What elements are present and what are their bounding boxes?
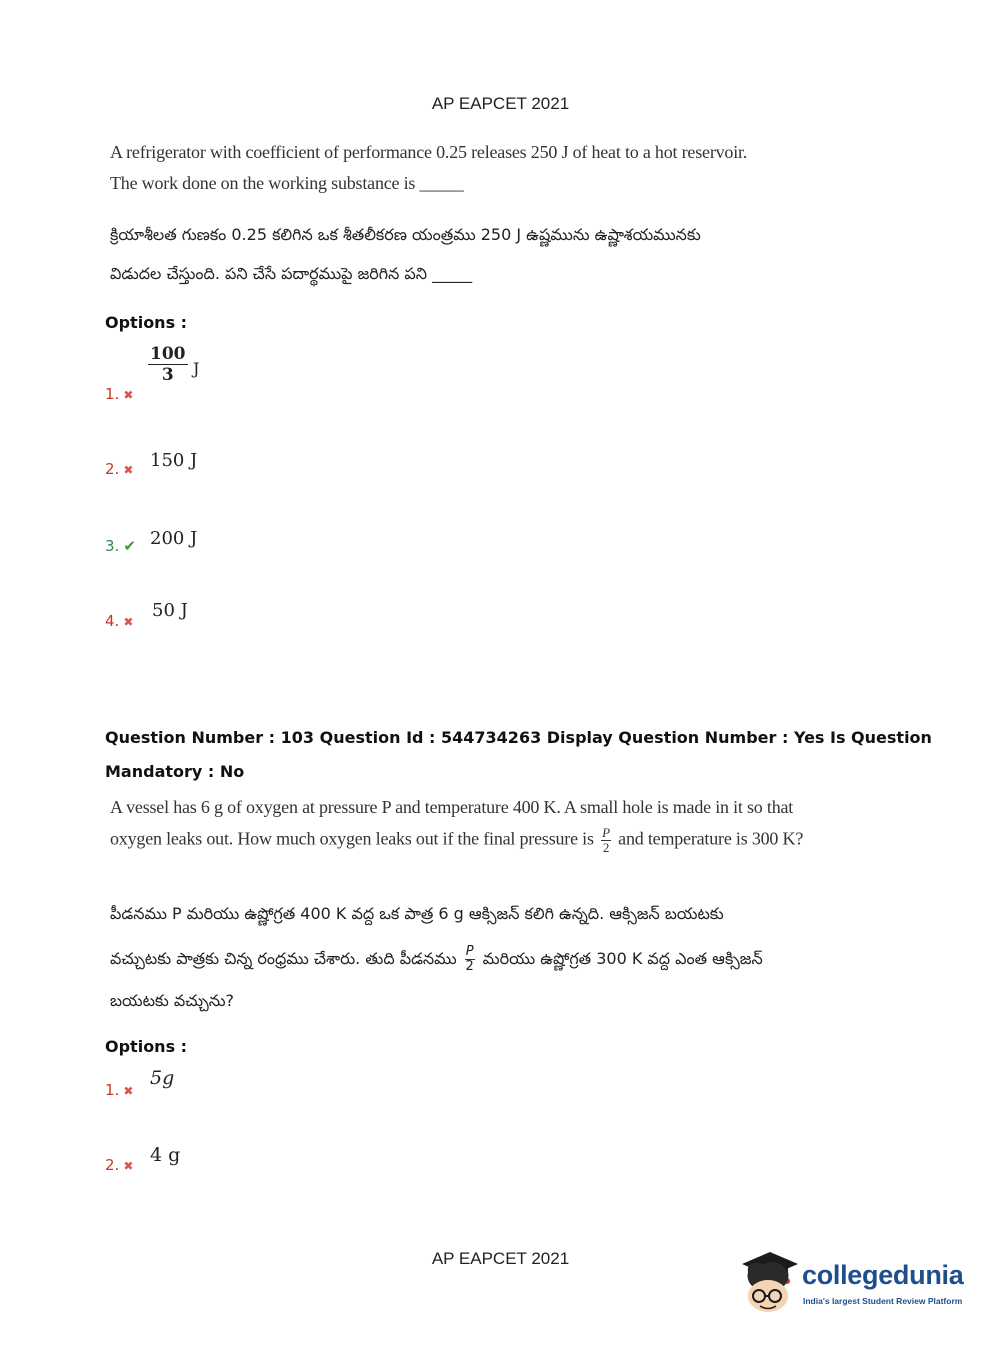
q2-tel-frac-num: P xyxy=(465,944,474,959)
q2-option-2-number xyxy=(105,1156,133,1174)
q1-english-line2: The work done on the working substance is _____ xyxy=(110,173,464,193)
q2-telugu-fraction xyxy=(465,945,475,974)
q2-options-label: Options : xyxy=(105,1037,188,1056)
q1-option-4-value: 50 J xyxy=(152,600,188,621)
brand-tagline: India's largest Student Review Platform xyxy=(803,1296,963,1306)
q2-option-1-index: 1. xyxy=(105,1081,120,1099)
cross-icon: ✖ xyxy=(123,615,134,629)
q1-option-3-number xyxy=(105,537,136,555)
q2-telugu-line2-end: మరియు ఉష్ణోగ్రత 300 K వద్ద ఎంత ఆక్సిజన్ xyxy=(482,949,763,968)
q2-meta-line2: Mandatory : No xyxy=(105,762,245,781)
q1-option-1-unit: J xyxy=(193,359,200,378)
q2-telugu-line2 xyxy=(110,945,763,974)
q1-option-4-index: 4. xyxy=(105,612,120,630)
q1-english-line1: A refrigerator with coefficient of performance 0.25 releases 250 J of heat to a hot reservoir. xyxy=(110,142,748,162)
q1-options-label: Options : xyxy=(105,313,188,332)
q2-meta-line1: Question Number : 103 Question Id : 544734263 Display Question Number : Yes Is Question xyxy=(105,728,932,747)
page-footer: AP EAPCET 2021 xyxy=(431,1249,570,1268)
q1-option-2-index: 2. xyxy=(105,460,120,478)
cross-icon: ✖ xyxy=(123,388,134,402)
q2-english-line1: A vessel has 6 g of oxygen at pressure P and temperature 400 K. A small hole is made in it so that xyxy=(110,797,794,817)
cross-icon: ✖ xyxy=(123,463,134,477)
q2-english-line2-end: and temperature is 300 K? xyxy=(618,828,804,849)
q1-option-4-number xyxy=(105,612,133,630)
q2-frac-den: 2 xyxy=(602,840,610,855)
q2-tel-frac-den: 2 xyxy=(465,959,474,974)
q2-option-2-index: 2. xyxy=(105,1156,120,1174)
q2-frac-num: P xyxy=(602,825,610,840)
q1-option-1-fraction xyxy=(148,344,188,385)
q1-option-1-denominator: 3 xyxy=(161,365,174,385)
q2-fraction-p-over-2 xyxy=(601,826,611,855)
brand-name: collegedunia xyxy=(802,1260,964,1290)
q1-option-2-number xyxy=(105,460,133,478)
q1-option-2-value: 150 J xyxy=(150,450,198,471)
q1-option-1-index: 1. xyxy=(105,385,120,403)
mascot-icon xyxy=(740,1250,800,1320)
cross-icon: ✖ xyxy=(123,1084,134,1098)
q2-english-line2 xyxy=(110,826,803,855)
q2-option-2-value: 4 g xyxy=(150,1144,181,1166)
q1-telugu-line1: క్రియాశీలత గుణకం 0.25 కలిగిన ఒక శీతలీకరణ యంత్రము 250 J ఉష్ణమును ఉష్ణాశయమునకు xyxy=(110,225,701,244)
q1-option-1-number xyxy=(105,385,133,403)
q2-option-1-number xyxy=(105,1081,133,1099)
cross-icon: ✖ xyxy=(123,1159,134,1173)
q2-option-1-value: 5g xyxy=(150,1067,175,1089)
q1-option-3-index: 3. xyxy=(105,537,120,555)
page-header: AP EAPCET 2021 xyxy=(431,94,570,113)
q1-option-1-numerator: 100 xyxy=(150,344,186,364)
check-icon: ✔ xyxy=(123,537,136,555)
q1-telugu-line2: విడుదల చేస్తుంది. పని చేసే పదార్థముపై జరిగిన పని _____ xyxy=(110,264,473,283)
q2-telugu-line1: పీడనము P మరియు ఉష్ణోగ్రత 400 K వద్ద ఒక పాత్ర 6 g ఆక్సిజన్ కలిగి ఉన్నది. ఆక్సిజన్ బయటకు xyxy=(110,904,724,923)
q2-telugu-line2-start: వచ్చుటకు పాత్రకు చిన్న రంధ్రము చేశారు. తుది పీడనము xyxy=(110,949,457,968)
q1-option-3-value: 200 J xyxy=(150,528,198,549)
collegedunia-logo xyxy=(740,1250,970,1322)
q2-english-line2-start: oxygen leaks out. How much oxygen leaks out if the final pressure is xyxy=(110,828,594,849)
q2-telugu-line3: బయటకు వచ్చును? xyxy=(110,991,235,1010)
